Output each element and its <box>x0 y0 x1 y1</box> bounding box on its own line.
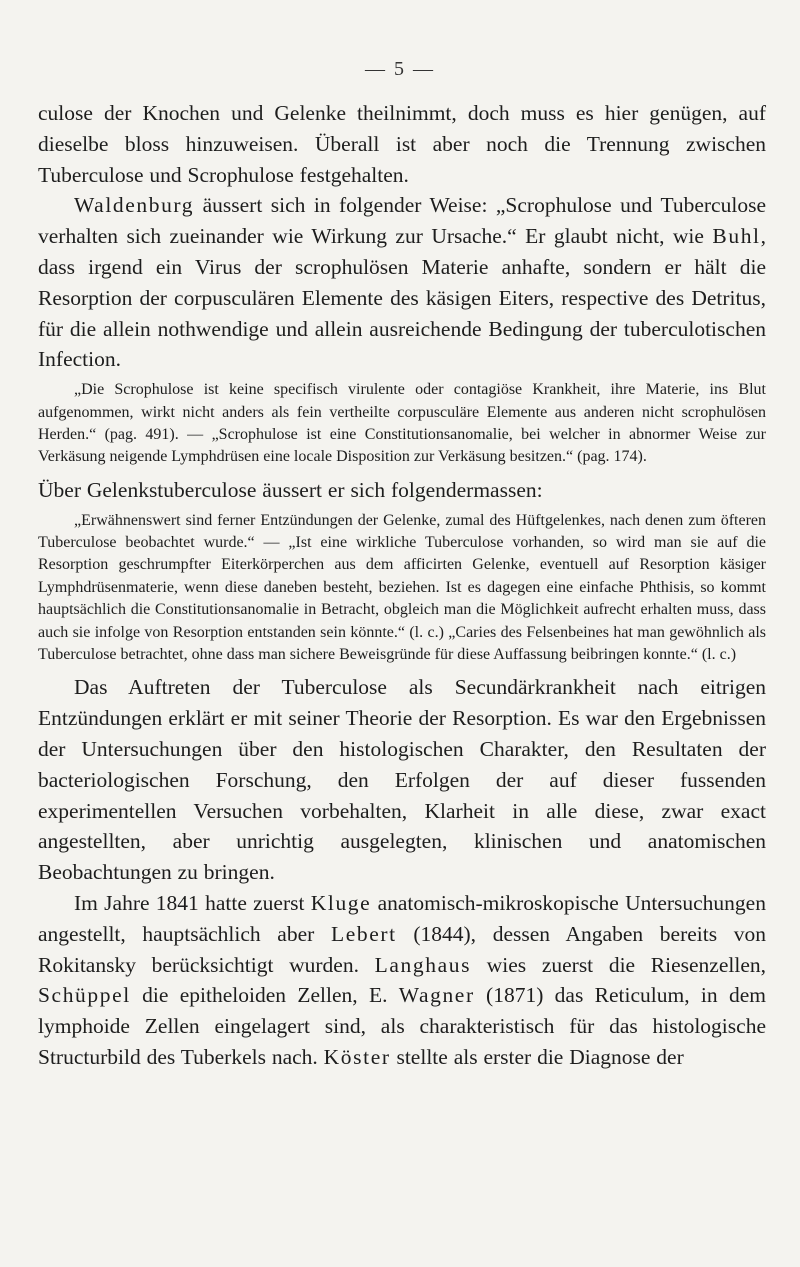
text-segment: Im Jahre 1841 hatte zuerst <box>74 891 311 916</box>
body-paragraph: Über Gelenkstuberculose äussert er sich folgendermassen: <box>38 477 543 502</box>
text-block <box>38 98 766 1073</box>
text-segment: (1871) das Reticulum, in dem lymphoide Zellen eingelagert sind, als charakteristisch für das histologische Structurbild des Tuberkels nach. <box>38 983 766 1069</box>
author-name: Köster <box>323 1045 391 1069</box>
quotation-paragraph: „Die Scrophulose ist keine specifisch virulente oder contagiöse Krankheit, ihre Materie, ins Blut aufgenommen, wirkt nicht anders als fein vertheilte corpusculäre Elemente aus anderen nicht scrophulösen Herden.“ (pag. 491). — „Scrophulose ist eine Constitutionsanomalie, bei welcher in abnormer Weise zur Verkäsung neigende Lymphdrüsen eine locale Disposition zur Verkäsung besitzen.“ (pag. 174). <box>38 381 766 466</box>
body-paragraph: Das Auftreten der Tuberculose als Secundärkrankheit nach eitrigen Entzündungen erklärt er mit seiner Theorie der Resorption. Es war den Ergebnissen der Untersuchungen über den histologischen Charakter, den Resultaten der bacteriologischen Forschung, den Erfolgen der auf dieser fussenden experimentellen Versuchen vorbehalten, Klarheit in alle diese, zwar exact angestellten, aber unrichtig ausgelegten, klinischen und anatomischen Beobachtungen zu bringen. <box>38 675 766 885</box>
body-paragraph <box>38 888 766 1073</box>
author-name: Waldenburg <box>74 193 195 218</box>
text-segment: die epitheloiden Zellen, E. <box>130 983 399 1008</box>
text-segment: äussert sich in folgender Weise: „Scrophulose und Tuberculose verhalten sich zueinander wie Wirkung zur Ursache.“ Er glaubt nicht, wie <box>38 193 766 249</box>
text-segment: stellte als erster die Diagnose der <box>390 1045 684 1069</box>
author-name: Lebert <box>330 921 397 946</box>
text-segment: (1844), dessen Angaben bereits von <box>396 921 767 946</box>
text-segment: berücksichtigt wurden. <box>135 952 375 977</box>
author-name: Buhl <box>712 224 761 249</box>
text-segment: , dass irgend ein Virus der scrophulösen Materie anhafte, sondern er hält die Resorption der corpusculären Elemente des käsigen Eiters, respective des Detritus, für die allein nothwendige und allein ausreichende Bedingung der tuberculotischen Infection. <box>38 224 766 372</box>
author-name: Kluge <box>310 891 372 916</box>
text-segment: Rokitansky <box>38 952 136 977</box>
text-segment: wies zuerst die Riesenzellen, <box>471 952 766 977</box>
author-name: Schüppel <box>38 983 131 1008</box>
body-paragraph <box>38 190 766 375</box>
author-name: Langhaus <box>374 952 472 977</box>
author-name: Wagner <box>398 983 475 1008</box>
quotation-paragraph: „Erwähnenswert sind ferner Entzündungen der Gelenke, zumal des Hüftgelenkes, nach denen zum öfteren Tuberculose beobachtet wurde.“ — „Ist eine wirkliche Tuberculose vorhanden, so wird man sie auf die Resorption geschrumpfter Eiterkörperchen aus dem afficirten Gelenke, eventuell auf Resorption käsiger Lymphdrüsenmaterie, wenn diese daneben besteht, beziehen. Ist es dagegen eine einfache Phthisis, so kommt hauptsächlich die Constitutionsanomalie in Betracht, obgleich man die Möglichkeit aufrecht erhalten muss, dass auch sie infolge von Resorption entstanden sein könnte.“ (l. c.) „Caries des Felsenbeines hat man gewöhnlich als Tuberculose betrachtet, ohne dass man sichere Beweisgründe für diese Auffassung beibringen konnte.“ (l. c.) <box>38 511 766 664</box>
body-paragraph: culose der Knochen und Gelenke theilnimmt, doch muss es hier genügen, auf dieselbe bloss hinzuweisen. Überall ist aber noch die Trennung zwischen Tuberculose und Scrophulose festgehalten. <box>38 101 766 187</box>
text-segment: anatomisch-mikroskopische Untersuchungen angestellt, hauptsächlich aber <box>38 891 766 946</box>
page-number: — 5 — <box>365 58 435 80</box>
